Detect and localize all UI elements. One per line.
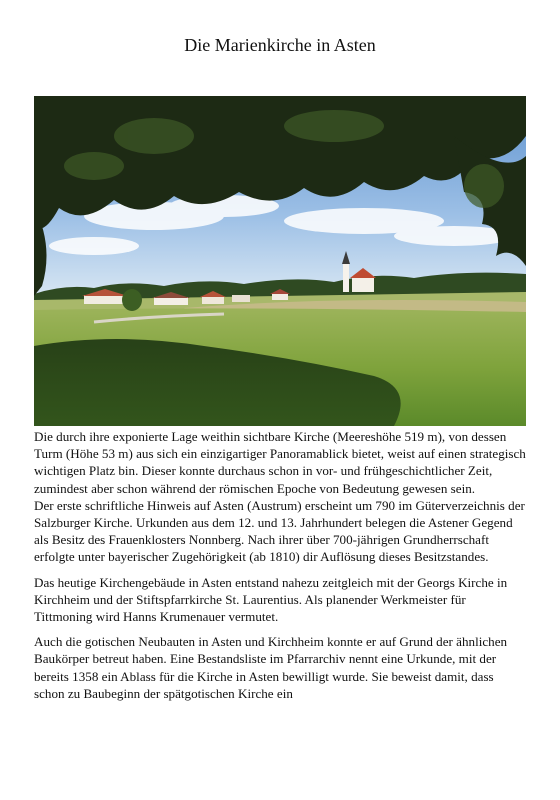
- landscape-illustration: [34, 96, 526, 426]
- paragraph: Die durch ihre exponierte Lage weithin sichtbare Kirche (Meereshöhe 519 m), von dessen Turm (Höhe 53 m) aus sich ein einzigartiger Panoramablick bietet, weist auf einen strategisch wichtigen Platz bin. Dieser konnte durchaus schon in vor- und frühgeschichtlicher Zeit, zumindest aber schon während der römischen Epoche von Bedeutung gewesen sein.: [34, 429, 526, 496]
- article-body: [34, 428, 526, 702]
- paragraph: Der erste schriftliche Hinweis auf Asten (Austrum) erscheint um 790 im Güterverzeichnis der Salzburger Kirche. Urkunden aus dem 12. und 13. Jahrhundert belegen die Astener Gegend als Besitz des Frauenklosters Nonnberg. Nach ihrer über 700-jährigen Grundherrschaft erfolgte unter bayerischer Zugehörigkeit (ab 1810) dir Auflösung dieses Besitzstandes.: [34, 497, 525, 565]
- small-tree: [122, 289, 142, 311]
- paragraph: Auch die gotischen Neubauten in Asten und Kirchheim konnte er auf Grund der ähnlichen Baukörper betreut haben. Eine Bestandsliste im Pfarrarchiv nennt eine Urkunde, mit der bereits 1358 ein Ablass für die Kirche in Asten bewilligt wurde. Sie beweist damit, dass schon zu Baubeginn der spätgotischen Kirche ein: [34, 634, 508, 701]
- page-title: Die Marienkirche in Asten: [184, 35, 376, 55]
- paragraph: Das heutige Kirchengebäude in Asten entstand nahezu zeitgleich mit der Georgs Kirche in Kirchheim und der Stiftspfarrkirche St. Laurentius. Als planender Werkmeister für Tittmoning wird Hanns Krumenauer vermutet.: [34, 574, 508, 625]
- landscape-photo: [34, 96, 526, 426]
